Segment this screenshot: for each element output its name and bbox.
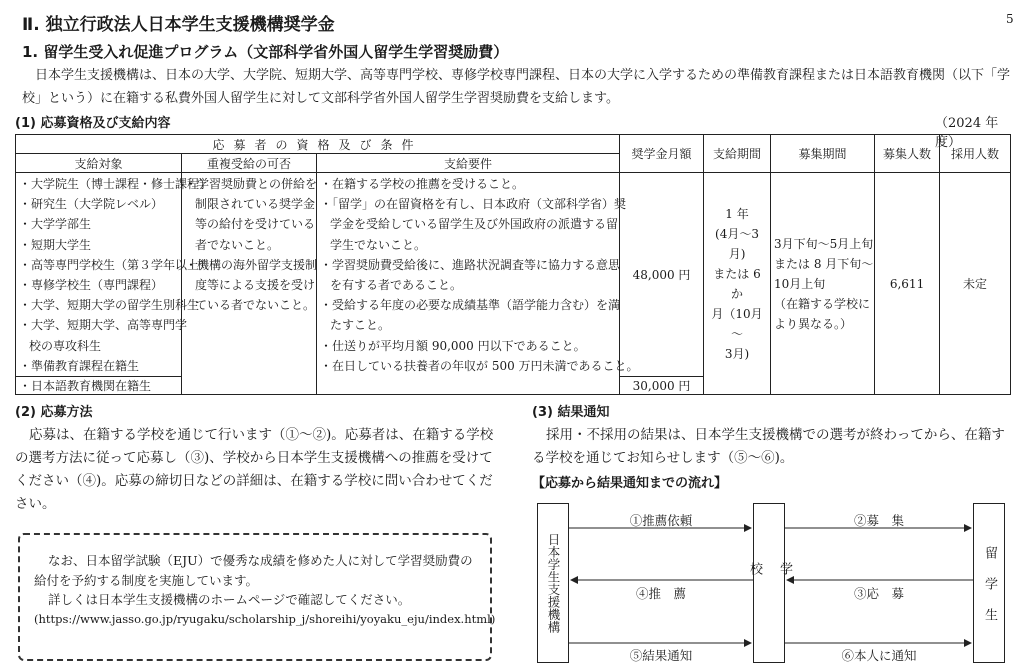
target-item: ・大学、短期大学、高等専門学 — [19, 318, 188, 333]
jasso-label: 日本学生支援機構 — [546, 533, 561, 633]
recruit-line: 10月上旬 — [774, 276, 826, 291]
col-recruit-period: 募集期間 — [771, 135, 875, 173]
note-line: 詳しくは日本学生支援機構のホームページで確認してください。 — [48, 592, 411, 607]
requirement-line: ・受給する年度の必要な成績基準（語学能力含む）を満 — [320, 298, 621, 313]
overlap-line: 度等による支援を受け — [195, 278, 316, 293]
japanese-school-monthly: 30,000 円 — [620, 377, 704, 395]
section-title: Ⅱ. 独立行政法人日本学生支援機構奨学金 — [22, 15, 335, 35]
col-recruit-count: 募集人数 — [875, 135, 940, 173]
col-target: 支給対象 — [16, 154, 182, 173]
requirement-line: ・仕送りが平均月額 90,000 円以下であること。 — [320, 338, 586, 353]
arrow1-label: ①推薦依頼 — [629, 513, 693, 528]
group-header: 応募者の資格及び条件 — [16, 135, 620, 154]
requirement-line: たすこと。 — [330, 318, 391, 333]
result-text: 採用・不採用の結果は、日本学生支援機構での選考が終わってから、在籍する学校を通じてお知らせします（⑤～⑥)。 — [532, 427, 1005, 466]
requirement-line: ・「留学」の在留資格を有し、日本政府（文部科学省）奨 — [320, 197, 627, 212]
recruit-count: 6,611 — [875, 173, 940, 395]
monthly-amount: 48,000 円 — [620, 173, 704, 377]
recruit-line: または 8 月下旬～ — [774, 256, 874, 271]
target-item: ・大学学部生 — [19, 217, 92, 232]
eligibility-heading: (1) 応募資格及び支給内容 — [15, 116, 171, 131]
target-item: ・大学、短期大学の留学生別科生 — [19, 298, 200, 313]
period-line: 月（10月～ — [711, 306, 763, 341]
recruit-line: （在籍する学校に — [774, 296, 871, 311]
apply-heading: (2) 応募方法 — [15, 405, 93, 420]
arrow4-label: ④推 薦 — [635, 586, 686, 601]
requirement-line: ・在日している扶養者の年収が 500 万円未満であること。 — [320, 358, 639, 373]
arrow3-label: ③応 募 — [853, 586, 904, 601]
recruit-line: 3月下旬～5月上旬 — [774, 236, 874, 251]
overlap-line: ・機構の海外留学支援制 — [185, 257, 318, 272]
arrow5-label: ⑤結果通知 — [629, 648, 693, 663]
target-item: ・大学院生（博士課程・修士課程） — [19, 177, 212, 191]
target-item: ・高等専門学校生（第３学年以上） — [19, 257, 212, 272]
requirement-line: 学金を受給している留学生及び外国政府の派遣する留 — [330, 217, 619, 232]
arrow2-label: ②募 集 — [853, 513, 904, 528]
target-item: ・専修学校生（専門課程） — [19, 278, 164, 293]
overlap-line: ている者でないこと。 — [195, 298, 316, 313]
period-line: 3月) — [724, 346, 750, 361]
adopt-count: 未定 — [940, 173, 1011, 395]
overlap-line: 者でないこと。 — [195, 237, 280, 252]
target-item: ・短期大学生 — [19, 237, 92, 252]
apply-text: 応募は、在籍する学校を通じて行います（①～②)。応募者は、在籍する学校の選考方法に従って応募し（③)、学校から日本学生支援機構への推薦を受けてください（④)。応募の締切日などの詳細は、在籍する学校に問い合わせてください。 — [15, 427, 494, 512]
col-period: 支給期間 — [704, 135, 771, 173]
result-heading: (3) 結果通知 — [532, 405, 610, 420]
recruit-line: より異なる。） — [774, 316, 853, 331]
col-overlap: 重複受給の可否 — [182, 154, 317, 173]
period-line: または 6 か — [713, 266, 761, 301]
col-requirements: 支給要件 — [317, 154, 620, 173]
student-label: 留学生 — [982, 545, 997, 639]
flow-heading: 【応募から結果通知までの流れ】 — [532, 476, 728, 491]
arrow6-label: ⑥本人に通知 — [841, 648, 917, 663]
overlap-line: 制限されている奨学金 — [195, 197, 316, 212]
intro-paragraph: 日本学生支援機構は、日本の大学、大学院、短期大学、高等専門学校、専修学校専門課程、日本の大学に入学するための準備教育課程または日本語教育機関（以下「学校」という）に在籍する私費外国人留学生に対して文部科学省外国人留学生学習奨励費を支給します。 — [22, 68, 1011, 106]
jasso-url: (https://www.jasso.go.jp/ryugaku/scholarship_j/shoreihi/yoyaku_eju/index.html) — [34, 611, 496, 626]
fiscal-year: （2024 年度） — [935, 116, 999, 150]
school-label: 学校 — [747, 562, 792, 633]
overlap-line: 等の給付を受けている — [195, 217, 316, 232]
note-line: なお、日本留学試験（EJU）で優秀な成績を修めた人に対して学習奨励費の給付を予約する制度を実施しています。 — [34, 553, 473, 588]
overlap-line: ・学習奨励費との併給を — [185, 177, 318, 191]
col-adopt-count: 採用人数 — [940, 135, 1011, 173]
japanese-school-target: ・日本語教育機関在籍生 — [16, 377, 182, 395]
requirement-line: 学生でないこと。 — [330, 237, 427, 252]
requirement-line: ・学習奨励費受給後に、進路状況調査等に協力する意思 — [320, 257, 621, 272]
period-line: 1 年 — [725, 206, 749, 221]
col-monthly: 奨学金月額 — [620, 135, 704, 173]
requirement-line: を有する者であること。 — [330, 278, 463, 293]
target-item: 校の専攻科生 — [29, 338, 102, 353]
target-item: ・準備教育課程在籍生 — [19, 358, 140, 373]
program-title: 1. 留学生受入れ促進プログラム（文部科学省外国人留学生学習奨励費） — [22, 43, 509, 61]
requirement-line: ・在籍する学校の推薦を受けること。 — [320, 177, 525, 191]
page-number: 5 — [1006, 12, 1014, 26]
period-line: (4月～3月) — [715, 226, 759, 261]
target-item: ・研究生（大学院レベル） — [19, 197, 164, 212]
